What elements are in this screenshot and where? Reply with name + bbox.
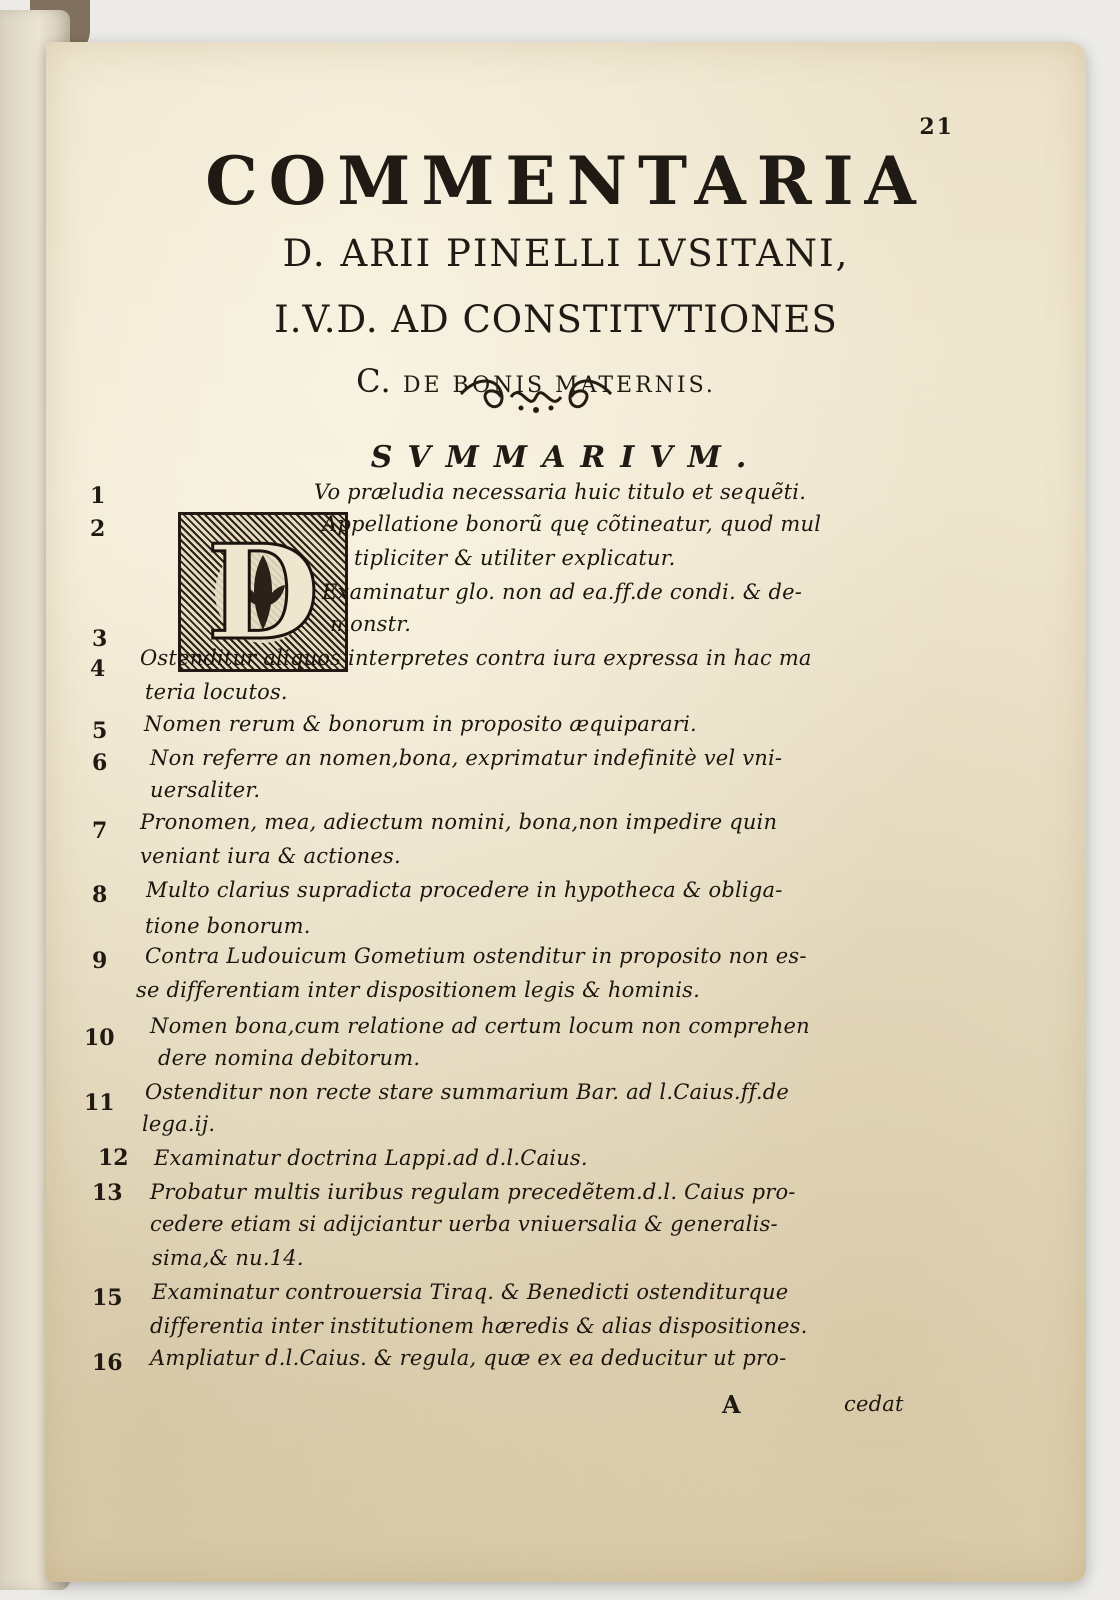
- entry-number: 3: [92, 626, 108, 652]
- entry-line: Ampliatur d.l.Caius. & regula, quæ ex ea deducitur ut pro-: [150, 1346, 787, 1370]
- entry-number: 6: [92, 750, 108, 776]
- entry-line: Contra Ludouicum Gometium ostenditur in proposito non es-: [145, 944, 807, 968]
- entry-number: 16: [92, 1350, 123, 1376]
- title-de-bonis: DE BONIS MATERNIS.: [402, 373, 716, 398]
- catchword: cedat: [844, 1392, 904, 1416]
- entry-line: teria locutos.: [145, 680, 288, 704]
- entry-number: 4: [90, 656, 106, 682]
- entry-number: 8: [92, 882, 108, 908]
- title-author: D. ARII PINELLI LVSITANI,: [282, 232, 850, 275]
- entry-line: Nomen bona,cum relatione ad certum locum non comprehen: [150, 1014, 810, 1038]
- entry-line: Examinatur glo. non ad ea.ff.de condi. & de-: [322, 580, 803, 604]
- entry-number: 5: [92, 718, 108, 744]
- entry-line: Probatur multis iuribus regulam precedẽtem.d.l. Caius pro-: [150, 1180, 796, 1204]
- entry-line: Nomen rerum & bonorum in proposito æquiparari.: [144, 712, 697, 736]
- book-page: [46, 42, 1086, 1582]
- summarium-heading: SVMMARIVM.: [370, 440, 762, 475]
- entry-line: Examinatur controuersia Tiraq. & Benedicti ostenditurque: [152, 1280, 789, 1304]
- entry-line: Examinatur doctrina Lappi.ad d.l.Caius.: [154, 1146, 588, 1170]
- entry-number: 9: [92, 948, 108, 974]
- entry-line: Ostenditur aliquos interpretes contra iura expressa in hac ma: [140, 646, 812, 670]
- entry-line: Vo præludia necessaria huic titulo et sequẽti.: [314, 480, 807, 504]
- title-c: C.: [356, 362, 392, 400]
- entry-number: 1: [90, 483, 106, 509]
- entry-line: Multo clarius supradicta procedere in hypotheca & obliga-: [146, 878, 783, 902]
- entry-line: monstr.: [330, 612, 412, 636]
- entry-line: veniant iura & actiones.: [140, 844, 401, 868]
- entry-number: 7: [92, 818, 108, 844]
- entry-number: 2: [90, 516, 106, 542]
- printers-ornament-icon: [451, 372, 621, 422]
- title-constitutiones: I.V.D. AD CONSTITVTIONES: [274, 298, 838, 341]
- entry-number: 10: [84, 1025, 115, 1051]
- entry-line: se differentiam inter dispositionem legis & hominis.: [136, 978, 700, 1002]
- entry-line: dere nomina debitorum.: [158, 1046, 421, 1070]
- folio-number: 21: [919, 114, 954, 140]
- entry-line: tipliciter & utiliter explicatur.: [354, 546, 676, 570]
- entry-number: 13: [92, 1180, 123, 1206]
- signature-mark: A: [722, 1390, 741, 1419]
- entry-line: Pronomen, mea, adiectum nomini, bona,non impedire quin: [140, 810, 778, 834]
- entry-line: cedere etiam si adijciantur uerba vniuersalia & generalis-: [150, 1212, 778, 1236]
- entry-line: differentia inter institutionem hæredis & alias dispositiones.: [150, 1314, 808, 1338]
- entry-line: sima,& nu.14.: [152, 1246, 304, 1270]
- title-commentaria: COMMENTARIA: [205, 142, 927, 220]
- entry-number: 11: [84, 1090, 115, 1116]
- entry-number: 15: [92, 1285, 123, 1311]
- entry-line: Ostenditur non recte stare summarium Bar. ad l.Caius.ff.de: [145, 1080, 790, 1104]
- entry-line: uersaliter.: [150, 778, 261, 802]
- entry-line: lega.ij.: [142, 1112, 216, 1136]
- initial-letter: D: [206, 515, 320, 669]
- entry-number: 12: [98, 1145, 129, 1171]
- entry-line: Appellatione bonorũ quę cõtineatur, quod mul: [322, 512, 822, 536]
- entry-line: Non referre an nomen,bona, exprimatur indefinitè vel vni-: [150, 746, 783, 770]
- entry-line: tione bonorum.: [145, 914, 311, 938]
